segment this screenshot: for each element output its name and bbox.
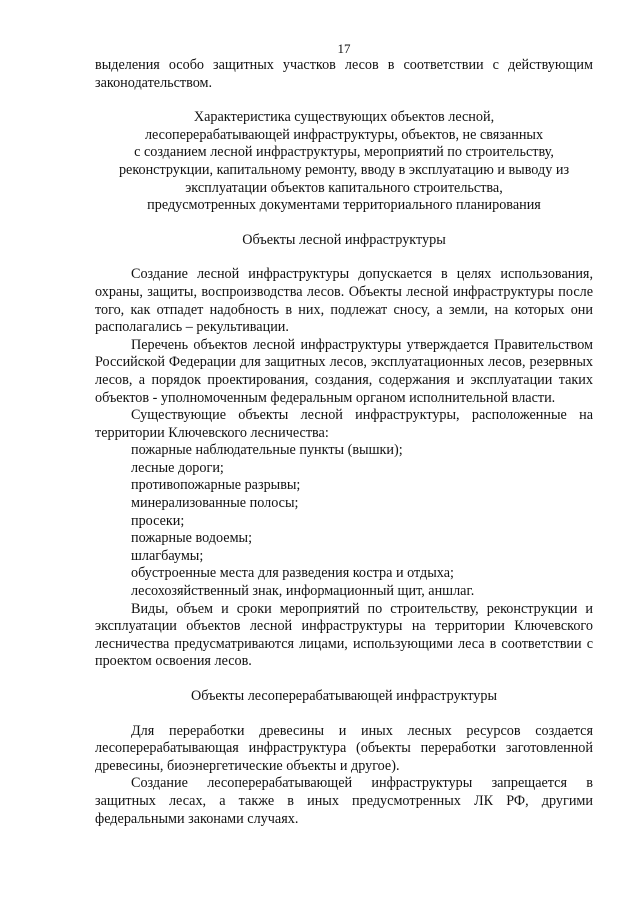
list-item: шлагбаумы; [131,547,204,564]
list-item: просеки; [131,512,185,529]
page-number: 17 [337,41,351,56]
list-item: минерализованные полосы; [131,495,299,512]
document-page [95,40,593,828]
section1-paragraph-1: Создание лесной инфраструктуры допускается в целях использования, охраны, защиты, воспроизводства лесов. Объекты лесной инфраструктуры после того, как отпадет надобность в них, подлежат сносу, а земли, на которых они располагались – рекультивации. [95,266,593,336]
main-heading [95,109,593,215]
infrastructure-list [95,442,593,600]
main-heading-line: с созданием лесной инфраструктуры, мероприятий по строительству, [134,144,554,161]
main-heading-line: лесоперерабатывающей инфраструктуры, объектов, не связанных [144,126,544,143]
section-title-forest-infrastructure: Объекты лесной инфраструктуры [242,231,446,248]
section2-paragraph-1: Для переработки древесины и иных лесных ресурсов создается лесоперерабатывающая инфраструктура (объекты переработки заготовленной древесины, биоэнергетические объекты и другое). [95,722,593,774]
main-heading-line: эксплуатации объектов капитального строительства, [185,179,503,196]
main-heading-line: предусмотренных документами территориального планирования [147,197,541,214]
main-heading-line: реконструкции, капитальному ремонту, вводу в эксплуатацию и выводу из [118,161,570,178]
list-item: обустроенные места для разведения костра и отдыха; [131,565,454,582]
list-item: лесохозяйственный знак, информационный щит, аншлаг. [131,583,475,600]
continuation-paragraph: выделения особо защитных участков лесов в соответствии с действующим законодательством. [95,57,593,91]
list-item: пожарные водоемы; [131,530,253,547]
section1-paragraph-3: Существующие объекты лесной инфраструктуры, расположенные на территории Ключевского лесничества: [95,407,593,441]
section1-paragraph-2: Перечень объектов лесной инфраструктуры утверждается Правительством Российской Федерации для защитных лесов, эксплуатационных лесов, резервных лесов, а порядок проектирования, создания, содержания и эксплуатации таких объектов - уполномоченным федеральным органом исполнительной власти. [95,336,593,406]
list-item: противопожарные разрывы; [131,477,301,494]
main-heading-line: Характеристика существующих объектов лесной, [193,109,495,126]
section1-paragraph-4: Виды, объем и сроки мероприятий по строительству, реконструкции и эксплуатации объектов лесной инфраструктуры на территории Ключевского лесничества предусматриваются лицами, использующими леса в соответствии с проектом освоения лесов. [95,600,593,670]
section-title-processing-infrastructure: Объекты лесоперерабатывающей инфраструктуры [190,688,498,704]
list-item: пожарные наблюдательные пункты (вышки); [131,442,403,459]
list-item: лесные дороги; [131,459,224,476]
section2-paragraph-2: Создание лесоперерабатывающей инфраструктуры запрещается в защитных лесах, а также в иных предусмотренных ЛК РФ, другими федеральными законами случаях. [95,775,593,827]
